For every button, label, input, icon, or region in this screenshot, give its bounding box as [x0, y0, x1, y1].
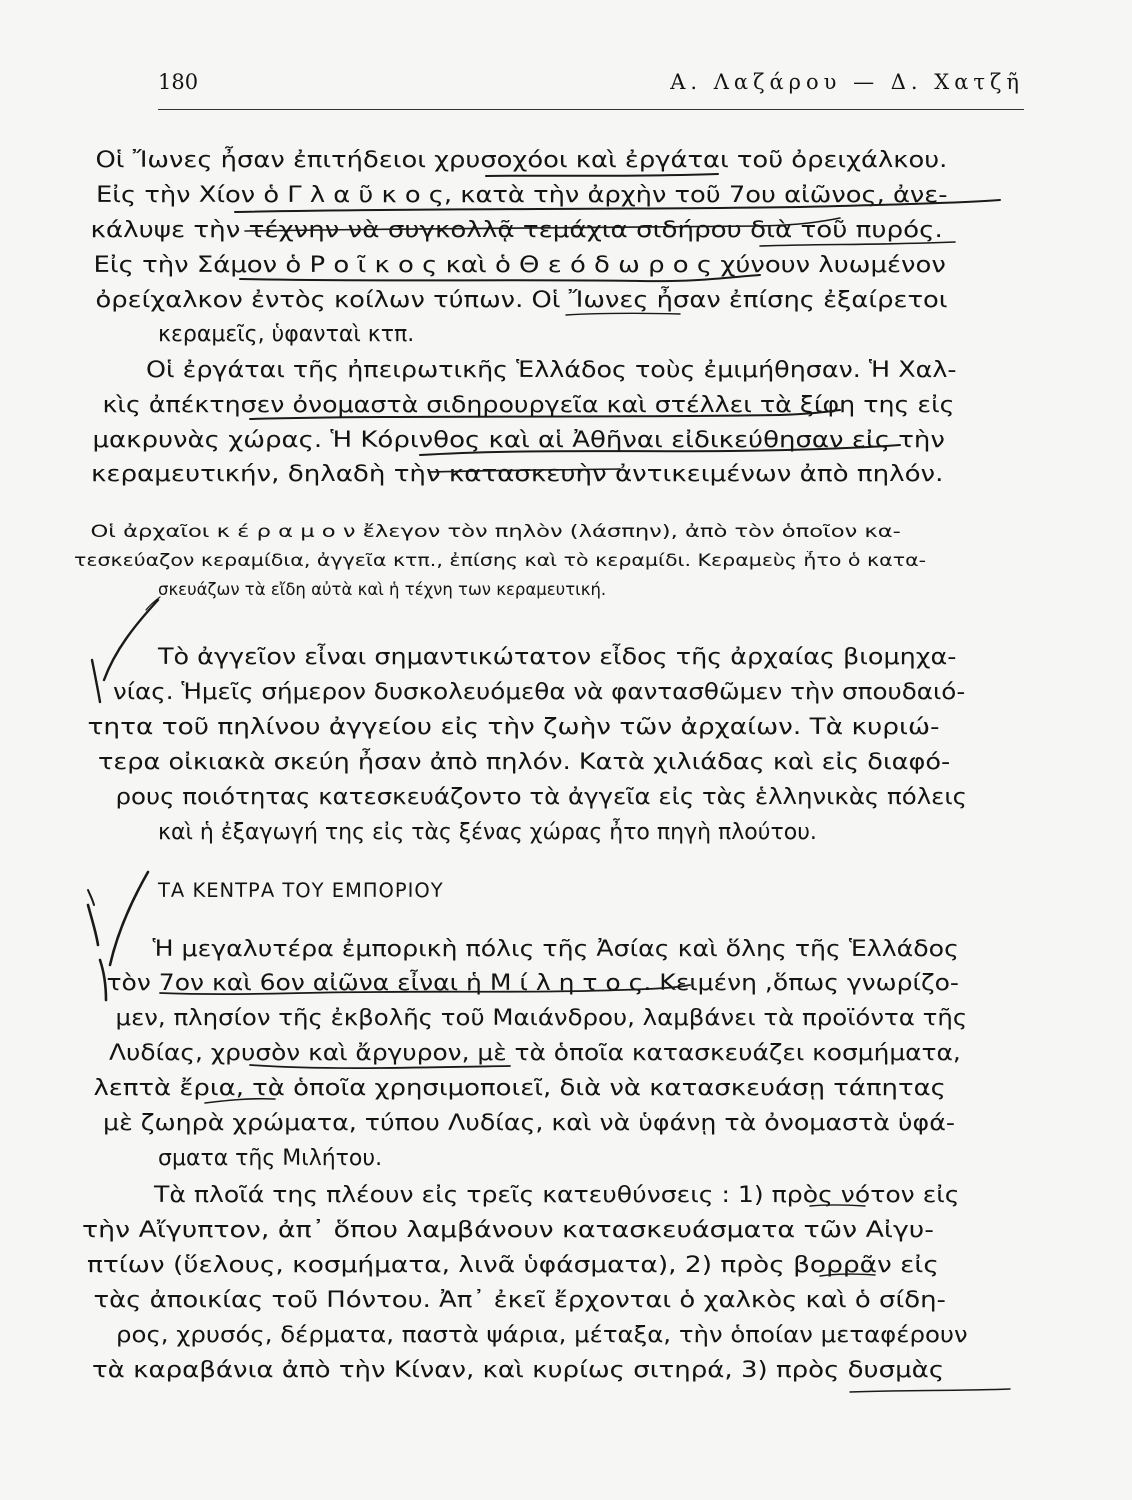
note-line: τεσκεύαζον κεραμίδια, ἀγγεῖα κτπ., ἐπίσης καὶ τὸ κεραμίδι. Κεραμεὺς ἦτο ὁ κατα-: [73, 551, 927, 570]
text-line: Εἰς τὴν Σάμον ὁ Ρ ο ῖ κ ο ς καὶ ὁ Θ ε ό δ ω ρ ο ς χύνουν λυωμένον: [93, 253, 946, 278]
text-line: μακρυνὰς χώρας. Ἡ Κόρινθος καὶ αἱ Ἀθῆναι εἰδικεύθησαν εἰς τὴν: [92, 428, 945, 453]
text-line: τὰ καραβάνια ἀπὸ τὴν Κίναν, καὶ κυρίως σιτηρά, 3) πρὸς δυσμὰς: [91, 1358, 945, 1383]
margin-tick-icon: [88, 890, 94, 905]
text-line: ὀρείχαλκον ἐντὸς κοίλων τύπων. Οἱ Ἴωνες ἦσαν ἐπίσης ἐξαίρετοι: [95, 288, 948, 313]
text-line: Ἡ μεγαλυτέρα ἐμπορικὴ πόλις τῆς Ἀσίας καὶ ὅλης τῆς Ἑλλάδος: [152, 937, 959, 962]
text-line: Οἱ ἐργάται τῆς ἠπειρωτικῆς Ἑλλάδος τοὺς ἐμιμήθησαν. Ἡ Χαλ-: [145, 358, 957, 383]
underline-mark: [850, 1389, 1010, 1392]
header-authors: Α. Λαζάρου — Δ. Χατζῆ: [670, 70, 1024, 94]
text-line: τὰς ἀποικίας τοῦ Πόντου. Ἀπ᾽ ἐκεῖ ἔρχονται ὁ χαλκὸς καὶ ὁ σίδη-: [93, 1288, 946, 1313]
text-line: τερα οἰκιακὰ σκεύη ἦσαν ἀπὸ πηλόν. Κατὰ χιλιάδας καὶ εἰς διαφό-: [97, 750, 951, 775]
text-line: τητα τοῦ πηλίνου ἀγγείου εἰς τὴν ζωὴν τῶν ἀρχαίων. Τὰ κυριώ-: [87, 715, 940, 740]
text-line: κεραμεῖς, ὑφανταὶ κτπ.: [158, 322, 415, 347]
text-line: λεπτὰ ἔρια, τὰ ὁποῖα χρησιμοποιεῖ, διὰ νὰ κατασκευάσῃ τάπητας: [93, 1076, 946, 1101]
section-heading: ΤΑ ΚΕΝΤΡΑ ΤΟΥ ΕΜΠΟΡΙΟΥ: [158, 879, 444, 902]
text-line: ρος, χρυσός, δέρματα, παστὰ ψάρια, μέταξα, τὴν ὁποίαν μεταφέρουν: [116, 1323, 968, 1348]
text-line: Εἰς τὴν Χίον ὁ Γ λ α ῦ κ ο ς, κατὰ τὴν ἀρχὴν τοῦ 7ου αἰῶνος, ἀνε-: [96, 183, 948, 208]
text-line: ρους ποιότητας κατεσκευάζοντο τὰ ἀγγεῖα εἰς τὰς ἑλληνικὰς πόλεις: [115, 785, 968, 810]
text-line: Τὰ πλοῖά της πλέουν εἰς τρεῖς κατευθύνσεις : 1) πρὸς νότον εἰς: [154, 1183, 960, 1208]
text-line: τὸν 7ον καὶ 6ον αἰῶνα εἶναι ἡ Μ ί λ η τ ο ς. Κειμένη ,ὅπως γνωρίζο-: [106, 971, 959, 996]
running-head: [158, 70, 1024, 104]
text-line: τὴν Αἴγυπτον, ἀπ᾽ ὅπου λαμβάνουν κατασκευάσματα τῶν Αἰγυ-: [82, 1218, 934, 1243]
text-line: μὲ ζωηρὰ χρώματα, τύπου Λυδίας, καὶ νὰ ὑφάνῃ τὰ ὀνομαστὰ ὑφά-: [103, 1111, 955, 1136]
text-line: καὶ ἡ ἐξαγωγή της εἰς τὰς ξένας χώρας ἦτο πηγὴ πλούτου.: [158, 820, 817, 845]
text-line: πτίων (ὕελους, κοσμήματα, λινᾶ ὑφάσματα), 2) πρὸς βορρᾶν εἰς: [87, 1253, 939, 1278]
text-line: μεν, πλησίον τῆς ἐκβολῆς τοῦ Μαιάνδρου, λαμβάνει τὰ προϊόντα τῆς: [115, 1006, 968, 1031]
text-line: κεραμευτικήν, δηλαδὴ τὴν κατασκευὴν ἀντικειμένων ἀπὸ πηλόν.: [90, 462, 944, 487]
text-line: σματα τῆς Μιλήτου.: [158, 1146, 383, 1171]
text-line: Τὸ ἀγγεῖον εἶναι σημαντικώτατον εἶδος τῆς ἀρχαίας βιομηχα-: [157, 645, 957, 670]
text-line: νίας. Ἡμεῖς σήμερον δυσκολευόμεθα νὰ φαντασθῶμεν τὴν σπουδαιό-: [112, 680, 966, 705]
header-rule: [158, 109, 1024, 110]
text-line: κάλυψε τὴν τέχνην νὰ συγκολλᾷ τεμάχια σιδήρου διὰ τοῦ πυρός.: [90, 218, 943, 243]
text-line: Λυδίας, χρυσὸν καὶ ἄργυρον, μὲ τὰ ὁποῖα κατασκευάζει κοσμήματα,: [109, 1041, 961, 1066]
text-line: Οἱ Ἴωνες ἦσαν ἐπιτήδειοι χρυσοχόοι καὶ ἐργάται τοῦ ὀρειχάλκου.: [95, 148, 948, 173]
text-line: κὶς ἀπέκτησεν ὀνομαστὰ σιδηρουργεῖα καὶ στέλλει τὰ ξίφη της εἰς: [102, 393, 955, 418]
note-line: Οἱ ἀρχαῖοι κ έ ρ α μ ο ν ἔλεγον τὸν πηλὸν (λάσπην), ἀπὸ τὸν ὁποῖον κα-: [90, 522, 901, 541]
note-line: σκευάζων τὰ εἴδη αὐτὰ καὶ ἡ τέχνη των κεραμευτική.: [158, 580, 607, 599]
page-number: 180: [158, 70, 199, 94]
